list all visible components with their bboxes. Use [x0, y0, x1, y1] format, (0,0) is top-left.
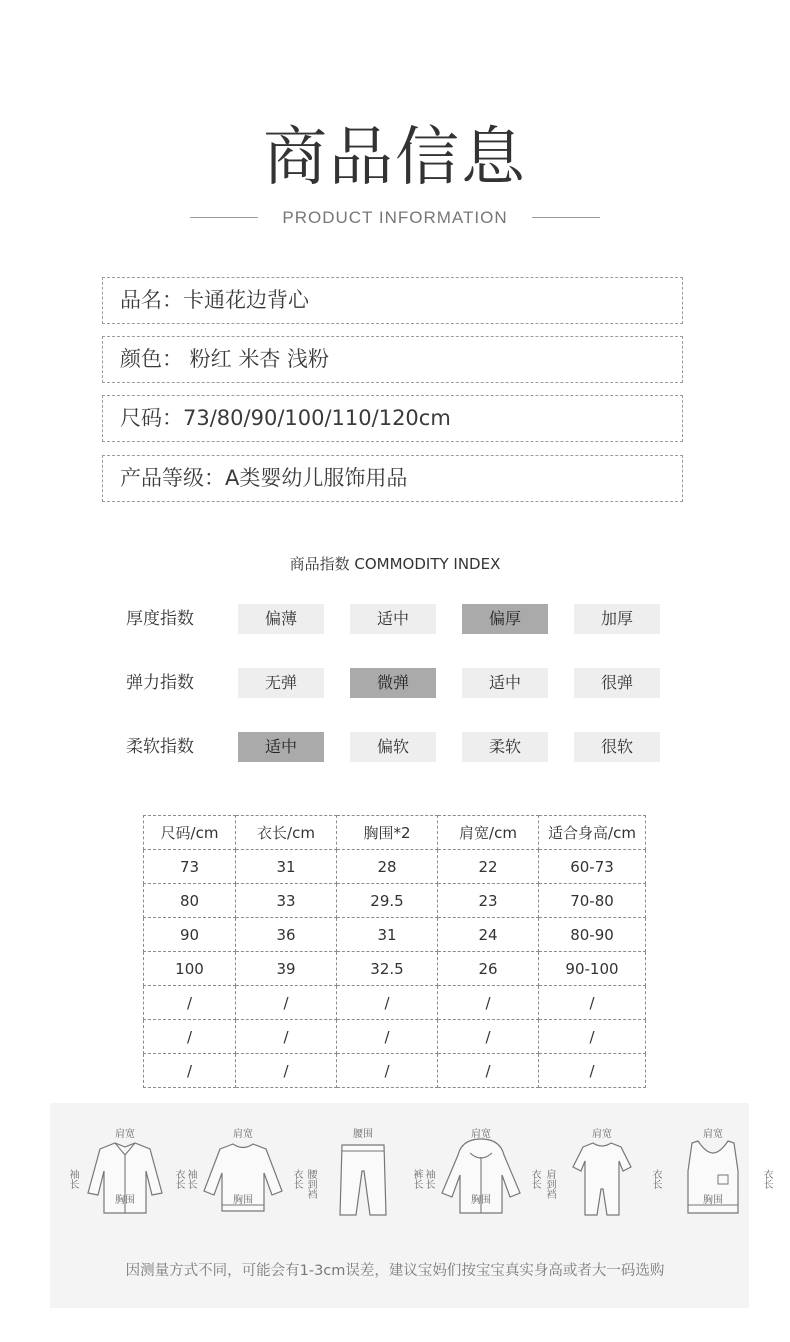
- label-top: 腰围: [353, 1129, 373, 1140]
- table-cell: /: [539, 1054, 646, 1088]
- index-option-selected: 微弹: [350, 668, 436, 698]
- label-right: 衣长: [650, 1169, 661, 1189]
- measure-figure: [423, 1129, 540, 1231]
- page-title: 商品信息: [263, 121, 527, 195]
- index-option: 适中: [350, 604, 436, 634]
- label-center: 胸围: [233, 1195, 253, 1206]
- measure-figure: [658, 1129, 772, 1231]
- index-option: 柔软: [462, 732, 548, 762]
- size-table-header-cell: 肩宽/cm: [438, 816, 539, 850]
- index-option-selected: 适中: [238, 732, 324, 762]
- label-left: 袖长: [423, 1169, 434, 1189]
- size-table-header-cell: 尺码/cm: [144, 816, 236, 850]
- label-right: 衣长: [173, 1169, 184, 1189]
- table-cell: 90-100: [539, 952, 646, 986]
- table-cell: /: [438, 986, 539, 1020]
- table-cell: 80: [144, 884, 236, 918]
- label-right: 衣长: [761, 1169, 772, 1189]
- table-cell: /: [438, 1054, 539, 1088]
- label-left: 腰到裆: [305, 1169, 316, 1199]
- table-cell: 22: [438, 850, 539, 884]
- index-option-selected: 偏厚: [462, 604, 548, 634]
- table-cell: /: [539, 986, 646, 1020]
- label-top: 肩宽: [115, 1129, 135, 1140]
- romper-icon: [547, 1131, 657, 1231]
- label-top: 肩宽: [703, 1129, 723, 1140]
- table-cell: 29.5: [337, 884, 438, 918]
- label-left: 袖长: [185, 1169, 196, 1189]
- index-label: 厚度指数: [126, 609, 194, 629]
- measure-figure: [544, 1129, 661, 1231]
- table-cell: /: [144, 986, 236, 1020]
- label-center: 胸围: [115, 1195, 135, 1206]
- index-option: 偏薄: [238, 604, 324, 634]
- table-cell: /: [438, 1020, 539, 1054]
- table-cell: /: [144, 1054, 236, 1088]
- shirt-icon: [70, 1131, 180, 1231]
- table-cell: 60-73: [539, 850, 646, 884]
- table-cell: 24: [438, 918, 539, 952]
- measure-figure: [305, 1129, 422, 1231]
- table-cell: 31: [236, 850, 337, 884]
- table-cell: /: [337, 1020, 438, 1054]
- table-row: [144, 918, 646, 952]
- table-cell: 33: [236, 884, 337, 918]
- table-cell: 80-90: [539, 918, 646, 952]
- table-row: [144, 986, 646, 1020]
- size-table: [143, 815, 646, 1088]
- table-cell: 36: [236, 918, 337, 952]
- index-option: 偏软: [350, 732, 436, 762]
- label-right: 裤长: [411, 1169, 422, 1189]
- hoodie-icon: [426, 1131, 536, 1231]
- page-subtitle: PRODUCT INFORMATION: [282, 208, 508, 227]
- divider-left: [190, 217, 258, 218]
- table-cell: 28: [337, 850, 438, 884]
- table-cell: /: [236, 986, 337, 1020]
- table-cell: 73: [144, 850, 236, 884]
- table-row: [144, 884, 646, 918]
- label-top: 肩宽: [592, 1129, 612, 1140]
- info-product-name: 品名：卡通花边背心: [102, 277, 683, 324]
- index-option: 很软: [574, 732, 660, 762]
- table-cell: /: [236, 1054, 337, 1088]
- table-cell: 31: [337, 918, 438, 952]
- size-table-header-cell: 胸围*2: [337, 816, 438, 850]
- label-center: 胸围: [471, 1195, 491, 1206]
- label-top: 肩宽: [233, 1129, 253, 1140]
- table-row: [144, 1054, 646, 1088]
- table-cell: 70-80: [539, 884, 646, 918]
- measure-figure: [185, 1129, 302, 1231]
- info-grade: 产品等级：A类婴幼儿服饰用品: [102, 455, 683, 502]
- subtitle-row: [190, 206, 600, 230]
- commodity-index-title: 商品指数 COMMODITY INDEX: [289, 555, 501, 573]
- table-row: [144, 952, 646, 986]
- table-cell: 39: [236, 952, 337, 986]
- table-row: [144, 850, 646, 884]
- table-cell: 100: [144, 952, 236, 986]
- measure-figure: [67, 1129, 184, 1231]
- index-option: 加厚: [574, 604, 660, 634]
- measurement-note: 因测量方式不同，可能会有1-3cm误差，建议宝妈们按宝宝真实身高或者大一码选购: [125, 1263, 665, 1279]
- index-option: 适中: [462, 668, 548, 698]
- size-table-header-cell: 衣长/cm: [236, 816, 337, 850]
- label-right: 衣长: [291, 1169, 302, 1189]
- sweater-icon: [188, 1131, 298, 1231]
- table-row: [144, 1020, 646, 1054]
- info-color: 颜色： 粉红 米杏 浅粉: [102, 336, 683, 383]
- label-left: 肩到裆: [544, 1169, 555, 1199]
- table-cell: /: [337, 986, 438, 1020]
- table-cell: 23: [438, 884, 539, 918]
- table-cell: /: [236, 1020, 337, 1054]
- divider-right: [532, 217, 600, 218]
- label-right: 衣长: [529, 1169, 540, 1189]
- index-option: 无弹: [238, 668, 324, 698]
- vest-icon: [658, 1131, 768, 1231]
- index-label: 柔软指数: [126, 737, 194, 757]
- label-left: 袖长: [67, 1169, 78, 1189]
- index-option: 很弹: [574, 668, 660, 698]
- index-label: 弹力指数: [126, 673, 194, 693]
- pants-icon: [308, 1131, 418, 1231]
- table-cell: 26: [438, 952, 539, 986]
- table-cell: /: [539, 1020, 646, 1054]
- table-cell: /: [144, 1020, 236, 1054]
- table-cell: /: [337, 1054, 438, 1088]
- label-top: 肩宽: [471, 1129, 491, 1140]
- table-cell: 32.5: [337, 952, 438, 986]
- table-cell: 90: [144, 918, 236, 952]
- size-table-header-cell: 适合身高/cm: [539, 816, 646, 850]
- label-center: 胸围: [703, 1195, 723, 1206]
- size-table-header: [144, 816, 646, 850]
- info-size: 尺码：73/80/90/100/110/120cm: [102, 395, 683, 442]
